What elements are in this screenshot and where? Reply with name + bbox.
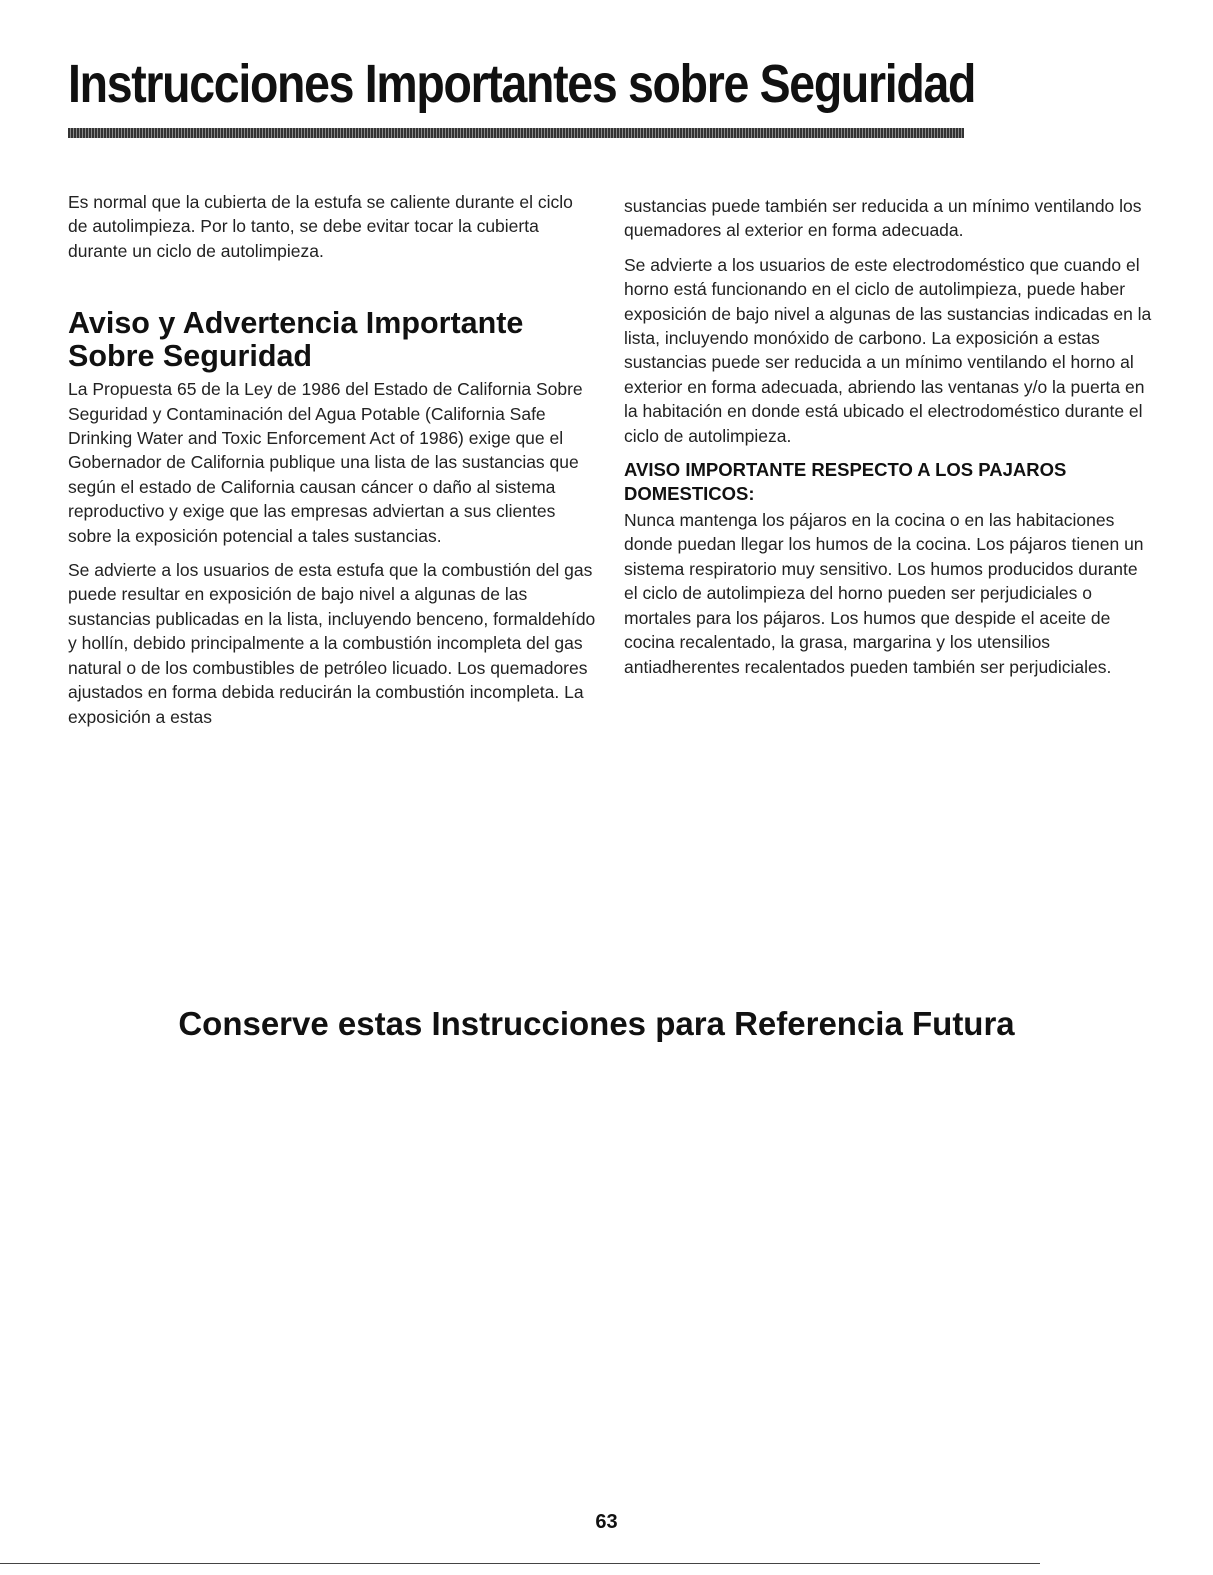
pet-birds-heading: AVISO IMPORTANTE RESPECTO A LOS PAJAROS DOMESTICOS: [624, 459, 1067, 505]
gas-combustion-paragraph: Se advierte a los usuarios de esta estufa que la combustión del gas puede resultar en exposición de bajo nivel a algunas de las sustancias publicadas en la lista, incluyendo benceno, formaldehído y hollín, debido principalmente a la combustión incompleta del gas natural o de los combustibles de petróleo licuado. Los quemadores ajustados en forma debida reducirán la combustión incompleta. La exposición a estas [68, 560, 596, 727]
self-clean-paragraph: Se advierte a los usuarios de este electrodoméstico que cuando el horno está funcionando en el ciclo de autolimpieza, puede haber exposición de bajo nivel a algunas de las sustancias indicadas en la lista, incluyendo monóxido de carbono. La exposición a estas sustancias puede ser reducida a un mínimo ventilando el horno al exterior en forma adecuada, abriendo las ventanas y/o la puerta en la habitación en donde está ubicado el electrodoméstico durante el ciclo de autolimpieza. [624, 254, 1152, 446]
right-column [624, 194, 1152, 689]
continued-paragraph: sustancias puede también ser reducida a un mínimo ventilando los quemadores al exterior en forma adecuada. [624, 196, 1142, 241]
title-underline-rule [68, 128, 964, 138]
closing-heading: Conserve estas Instrucciones para Referencia Futura [178, 1005, 1015, 1042]
page-number: 63 [595, 1511, 618, 1533]
pet-birds-paragraph: Nunca mantenga los pájaros en la cocina o en las habitaciones donde puedan llegar los humos de la cocina. Los pájaros tienen un sistema respiratorio muy sensitivo. Los humos producidos durante el ciclo de autolimpieza del horno pueden ser perjudiciales o mortales para los pájaros. Los humos que despide el aceite de cocina recalentado, la grasa, margarina y los utensilios antiadherentes recalentados pueden también ser perjudiciales. [624, 510, 1144, 677]
left-column [68, 190, 596, 739]
page-title: Instrucciones Importantes sobre Seguridad [68, 54, 976, 114]
prop65-paragraph: La Propuesta 65 de la Ley de 1986 del Estado de California Sobre Seguridad y Contaminación del Agua Potable (California Safe Drinking Water and Toxic Enforcement Act of 1986) exige que el Gobernador de California publique una lista de las sustancias que según el estado de California causan cáncer o daño al sistema reproductivo y exige que las empresas adviertan a sus clientes sobre la exposición potencial a tales sustancias. [68, 379, 583, 546]
intro-paragraph: Es normal que la cubierta de la estufa se caliente durante el ciclo de autolimpieza. Por lo tanto, se debe evitar tocar la cubierta durante un ciclo de autolimpieza. [68, 192, 573, 261]
bottom-rule [0, 1563, 1040, 1564]
section-heading: Aviso y Advertencia Importante Sobre Seguridad [68, 306, 524, 374]
